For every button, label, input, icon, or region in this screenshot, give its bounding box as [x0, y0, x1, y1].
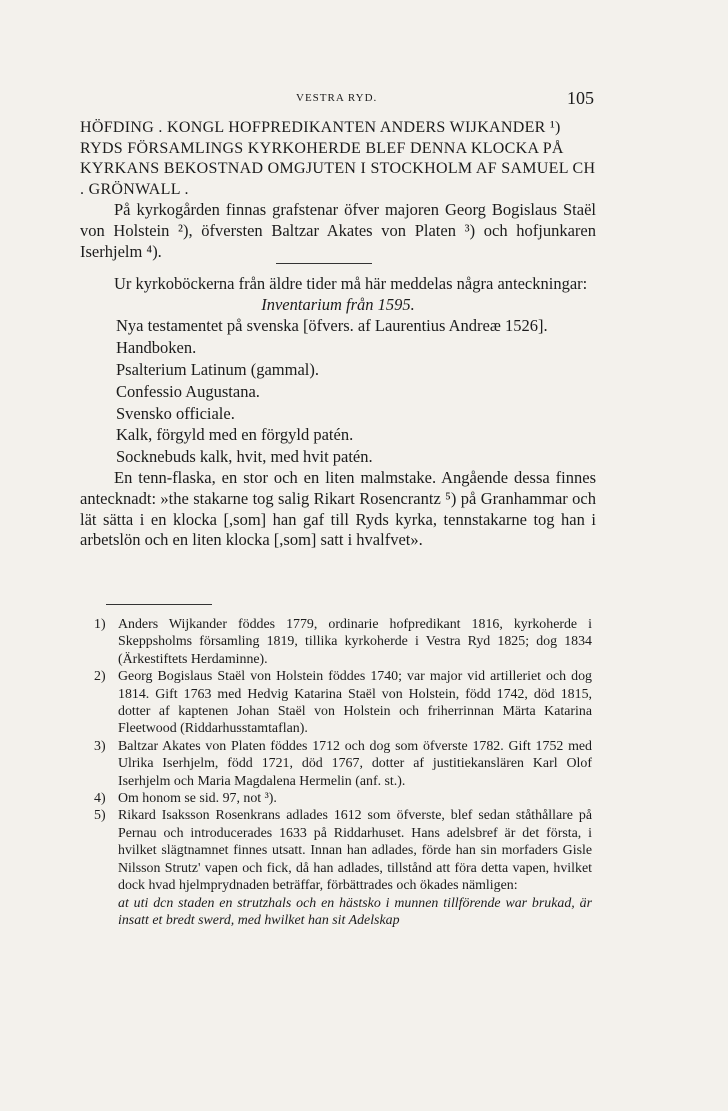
footnote-text: Georg Bogislaus Staël von Holstein föddes 1740; var major vid artilleriet och dog 1814. Gift 1763 med Hedvig Katarina Staël von Holstein, född 1742, död 1815, dotter af kaptenen Johan Staël von Holstein och friherrinnan Märta Katarina Fleetwood (Riddarhusstamtaflan). — [118, 669, 592, 737]
page-number: 105 — [567, 88, 594, 108]
inventory-item: Kalk, förgyld med en förgyld patén. — [116, 425, 354, 445]
page-header — [80, 88, 594, 112]
inventory-item: Nya testamentet på svenska [öfvers. af Laurentius Andreæ 1526]. — [116, 316, 548, 336]
inventory-item: Svensko officiale. — [116, 403, 235, 423]
inventory-item: Socknebuds kalk, hvit, med hvit patén. — [116, 447, 373, 467]
footnote-text: Anders Wijkander föddes 1779, ordinarie hofpredikant 1816, kyrkoherde i Skeppsholms församling 1819, tillika kyrkoherde i Vestra Ryd 1825; dog 1834 (Ärkestiftets Herdaminne). — [118, 617, 592, 667]
footnote-mark: 3) — [94, 738, 106, 754]
footnote-text: Om honom se sid. 97, not ³). — [118, 791, 277, 807]
footnote-italic-quote: at uti dcn staden en strutzhals och en hästsko i munnen tillförende war brukad, är insatt et bredt swerd, med hwilket han sit Adelskap — [118, 895, 592, 928]
footnote-mark: 4) — [94, 791, 106, 807]
main-text — [80, 118, 596, 551]
footnote — [92, 790, 592, 807]
footnote — [92, 807, 592, 929]
footnote — [92, 668, 592, 738]
running-title: VESTRA RYD. — [296, 92, 378, 104]
footnote-mark: 5) — [94, 808, 106, 824]
footnote-text: Baltzar Akates von Platen föddes 1712 och dog som öfverste 1782. Gift 1752 med Ulrika Iserhjelm, född 1721, död 1767, dotter af justitiekanslären Karl Olof Iserhjelm och Maria Magdalena Hermelin (anf. st.). — [118, 738, 592, 789]
inventory-title: Inventarium från 1595. — [261, 294, 415, 314]
inventory-item: Handboken. — [116, 338, 197, 358]
inventory-item: Psalterium Latinum (gammal). — [116, 359, 319, 379]
inscription-text: HÖFDING . KONGL HOFPREDIKANTEN ANDERS WIJKANDER ¹) RYDS FÖRSAMLINGS KYRKOHERDE BLEF DENNA KLOCKA PÅ KYRKANS BEKOSTNAD OMGJUTEN I STOCKHOLM AF SAMUEL CH . GRÖNWALL . — [80, 119, 596, 198]
inventory-item: Confessio Augustana. — [116, 381, 260, 401]
footnote-text: Rikard Isaksson Rosenkrans adlades 1612 som öfverste, blef sedan ståthållare på Pernau och introducerades 1633 på Riddarhuset. Hans adelsbref är det första, i hvilket slägtnamnet finnes utsatt. Innan han adlades, förde han sin morfaders Gisle Nilsson Strutz' vapen och fick, då han adlades, tillstånd att föra detta vapen, hvilket dock hvad hjelmprydnaden beträffar, förbättrades och ökades nämligen: — [118, 808, 592, 894]
footnote-mark: 2) — [94, 669, 106, 685]
footnote-mark: 1) — [94, 617, 106, 632]
inventory-list — [80, 315, 596, 468]
footnote-separator — [106, 604, 212, 605]
footnotes — [92, 616, 592, 929]
paragraph-church-books: Ur kyrkoböckerna från äldre tider må här meddelas några anteckningar: — [114, 273, 588, 293]
footnote — [92, 616, 592, 668]
footnote — [92, 738, 592, 790]
paragraph-grave-stones: På kyrkogården finnas grafstenar öfver majoren Georg Bogislaus Staël von Holstein ²), öfversten Baltzar Akates von Platen ³) och hofjunkaren Iserhjelm ⁴). — [80, 200, 596, 261]
paragraph-tin-flask: En tenn-flaska, en stor och en liten malmstake. Angående dessa finnes antecknadt: »the stakarne tog salig Rikart Rosencrantz ⁵) på Granhammar och lät sätta i en klocka [,som] han gaf till Ryds kyrka, tennstakarne tog han i arbetslön och en liten klocka [,som] satt i hvalfvet». — [80, 467, 596, 550]
